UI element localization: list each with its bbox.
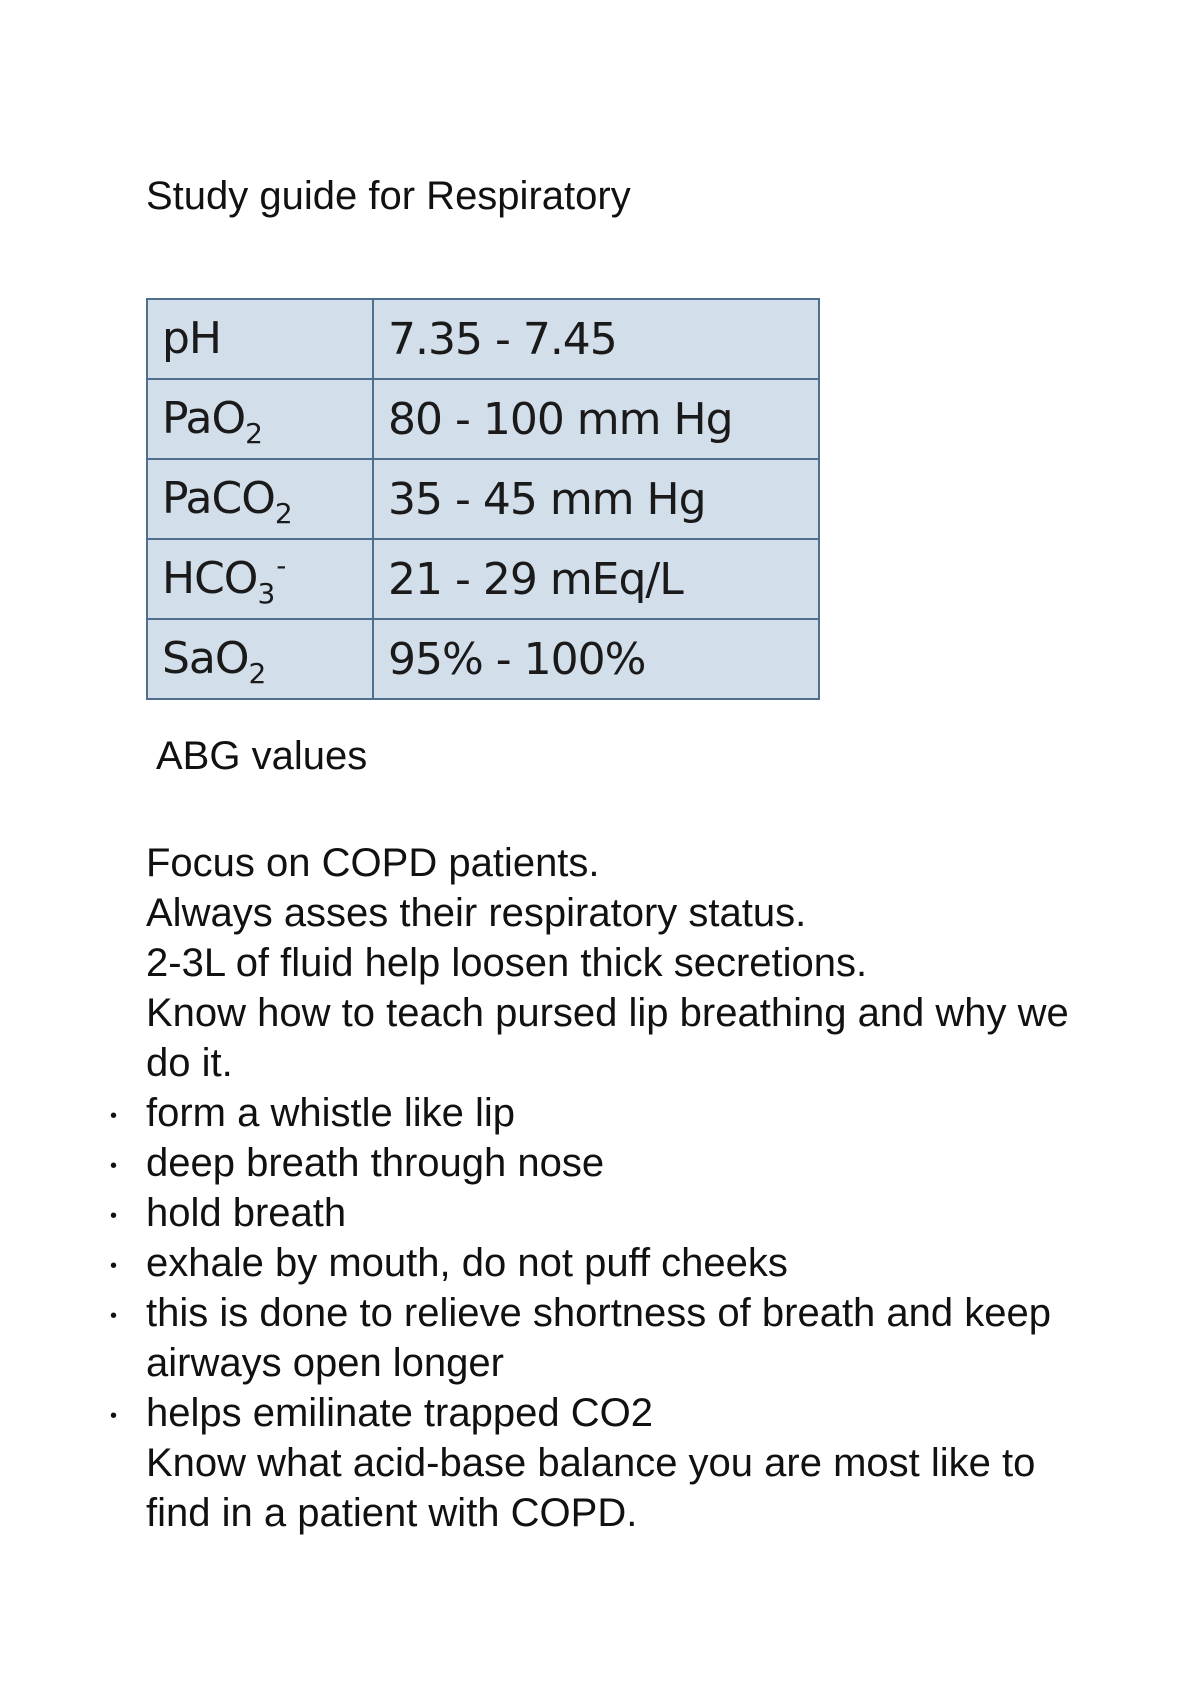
value-cell: 80 - 100 mm Hg — [373, 379, 819, 459]
note-line: Know how to teach pursed lip breathing and why we do it. — [146, 991, 1069, 1085]
value-cell: 21 - 29 mEq/L — [373, 539, 819, 619]
note-line: Focus on COPD patients. — [146, 841, 600, 885]
note-line: Always asses their respiratory status. — [146, 891, 807, 935]
table-row — [147, 379, 819, 459]
bullet-icon: • — [110, 1405, 118, 1427]
list-item: • deep breath through nose — [146, 1138, 1086, 1188]
study-notes — [110, 838, 1086, 1538]
table-row — [147, 299, 819, 379]
parameter-cell: PaO$_2$ — [147, 379, 373, 459]
value-cell: 7.35 - 7.45 — [373, 299, 819, 379]
list-item: • this is done to relieve shortness of breath and keep airways open longer — [146, 1288, 1086, 1388]
note-line: 2-3L of fluid help loosen thick secretions. — [146, 941, 868, 985]
list-item: • form a whistle like lip — [146, 1088, 1086, 1138]
table-row — [147, 459, 819, 539]
table-row — [147, 539, 819, 619]
abg-values-table — [146, 298, 820, 700]
bullet-icon: • — [110, 1155, 118, 1177]
bullet-icon: • — [110, 1305, 118, 1327]
table-row — [147, 619, 819, 699]
list-item: • helps emilinate trapped CO2 — [146, 1388, 1086, 1438]
bullet-icon: • — [110, 1105, 118, 1127]
value-cell: 95% - 100% — [373, 619, 819, 699]
table-caption: ABG values — [156, 734, 368, 778]
bullet-icon: • — [110, 1205, 118, 1227]
value-cell: 35 - 45 mm Hg — [373, 459, 819, 539]
parameter-cell: $HCO_3^-$ — [147, 539, 373, 619]
note-line: Know what acid-base balance you are most like to find in a patient with COPD. — [146, 1441, 1036, 1535]
list-item: • hold breath — [146, 1188, 1086, 1238]
bullet-icon: • — [110, 1255, 118, 1277]
parameter-cell: SaO$_2$ — [147, 619, 373, 699]
pursed-lip-steps-list — [110, 1088, 1086, 1438]
page-title: Study guide for Respiratory — [146, 174, 631, 218]
list-item: • exhale by mouth, do not puff cheeks — [146, 1238, 1086, 1288]
parameter-cell: PaCO$_2$ — [147, 459, 373, 539]
parameter-cell: pH — [147, 299, 373, 379]
